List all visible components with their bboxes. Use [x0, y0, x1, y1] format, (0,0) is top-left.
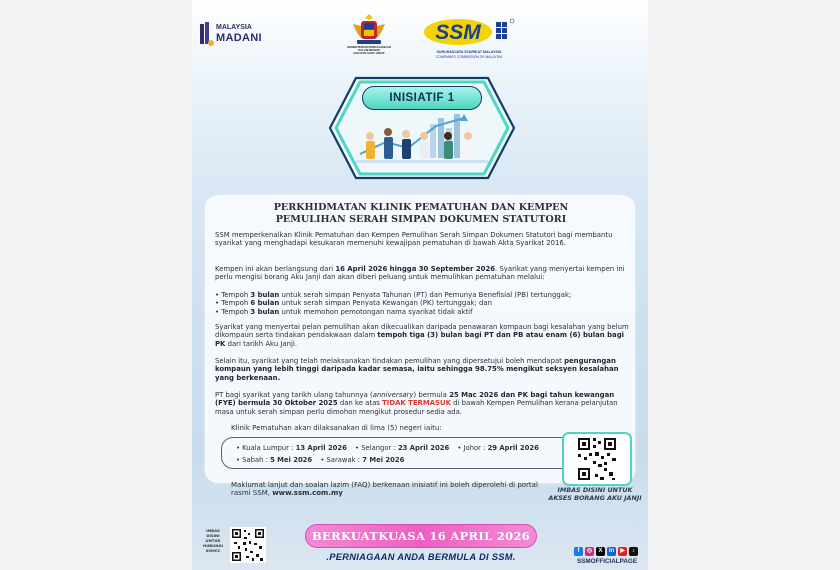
- social-handle: SSMOFFICIALPAGE: [576, 558, 638, 565]
- p5-anniversary: anniversary: [372, 391, 414, 399]
- clinic-place: • Kuala Lumpur :: [236, 444, 296, 452]
- clinic-date: 13 April 2026: [295, 444, 347, 452]
- p2-part-c: . Syarikat yang menyertai kempen ini perlu mengisi borang Aku Janji dan akan diberi peluang untuk memulihkan pematuhan melalui:: [215, 265, 625, 282]
- qr-caption: IMBAS DISINI UNTUK AKSES BORANG AKU JANJI: [548, 486, 642, 502]
- card-title-line2: PEMULIHAN SERAH SIMPAN DOKUMEN STATUTORI: [275, 213, 567, 225]
- list-item-duration: 3 bulan: [250, 291, 280, 299]
- clinic-item-sarawak: [320, 456, 404, 464]
- clinic-item-johor: [457, 444, 538, 452]
- exemption-period: tempoh tiga (3) bulan bagi PT dan PB atau enam (6) bulan bagi PK: [215, 331, 624, 348]
- exclusion-paragraph: [215, 391, 629, 416]
- clinic-item-selangor: [355, 444, 449, 452]
- clinic-date: 29 April 2026: [487, 444, 539, 452]
- ssm-name: SURUHANJAYA SYARIKAT MALAYSIA: [436, 50, 502, 54]
- initiative-banner: [326, 74, 518, 182]
- ministry-name: KEMENTERIAN PERDAGANGAN DALAM NEGERI DAN KOS SARA HIDUP: [347, 45, 391, 56]
- list-item: [215, 299, 629, 307]
- p3-part-a: Syarikat yang menyertai pelan pemulihan akan dikecualikan daripada penawaran kompaun bagi kesalahan yang belum dikompaun serta tindakan pendakwaan dalam: [215, 323, 629, 340]
- clinic-place: • Johor :: [457, 444, 488, 452]
- ssmcc-qr-code[interactable]: [230, 527, 266, 563]
- p4-part-a: Selain itu, syarikat yang telah melaksanakan tindakan pemulihan yang dipersetujui boleh mendapat: [215, 357, 565, 365]
- social-media-icons: [574, 547, 638, 556]
- p5-part-c: ) bermula: [413, 391, 450, 399]
- tiktok-icon[interactable]: ♪: [629, 547, 638, 556]
- card-title-line1: PERKHIDMATAN KLINIK PEMATUHAN DAN KEMPEN: [273, 202, 569, 213]
- slogan: .PERNIAGAAN ANDA BERMULA DI SSM.: [326, 552, 516, 562]
- not-included-label: TIDAK TERMASUK: [382, 399, 451, 408]
- effective-date-text: BERKUATKUASA 16 APRIL 2026: [312, 529, 530, 543]
- recovery-options-list: [215, 291, 629, 316]
- intro-paragraph: SSM memperkenalkan Klinik Pematuhan dan Kempen Pemulihan Serah Simpan Dokumen Statutori bagi membantu syarikat yang menghadapi kesukaran memenuhi kewajipan pematuhan di bawah Akta Syarikat 2016.: [215, 231, 613, 248]
- ssm-website-link[interactable]: www.ssm.com.my: [272, 489, 343, 498]
- clinic-place: • Sarawak :: [320, 456, 363, 464]
- youtube-icon[interactable]: ▶: [618, 547, 627, 556]
- clinic-heading: Klinik Pematuhan akan dilaksanakan di lima (5) negeri iaitu:: [231, 424, 442, 432]
- x-icon[interactable]: X: [596, 547, 605, 556]
- madani-text-bottom: MADANI: [216, 32, 262, 44]
- exemption-paragraph: [215, 323, 629, 348]
- list-item-text: untuk memohon pemotongan nama syarikat tidak aktif: [279, 307, 473, 316]
- compound-reduction-paragraph: [215, 357, 629, 382]
- madani-text-top: MALAYSIA: [216, 24, 252, 31]
- list-item: [215, 308, 629, 316]
- coat-of-arms-icon: [349, 12, 389, 46]
- ssm-logo-icon: [422, 16, 516, 50]
- clinic-date: 7 Mei 2026: [362, 456, 405, 464]
- initiative-label: INISIATIF 1: [389, 92, 455, 104]
- compound-reduction-text: pengurangan kompaun yang lebih tinggi daripada kadar semasa, iaitu sehingga 98.75% mengikut seksyen kesalahan yang berkenaan.: [215, 357, 619, 382]
- clinic-row-2: [236, 456, 410, 464]
- p5-part-a: PT bagi syarikat yang tarikh ulang tahunnya (: [215, 391, 373, 399]
- more-info-paragraph: [231, 481, 551, 498]
- card-title: [205, 202, 637, 225]
- p2-part-a: Kempen ini akan berlangsung dari: [215, 265, 336, 273]
- clinic-row-1: [236, 444, 545, 452]
- p3-part-c: dari tarikh Aku Janji.: [225, 339, 298, 348]
- info-text: Maklumat lanjut dan soalan lazim (FAQ) berkenaan inisiatif ini boleh diperolehi di portal rasmi SSM,: [231, 481, 538, 498]
- instagram-icon[interactable]: ◎: [586, 548, 593, 554]
- ssm-logo: [414, 12, 524, 62]
- clinic-item-kl: [236, 444, 347, 452]
- campaign-period-paragraph: [215, 265, 629, 282]
- clinic-item-sabah: [236, 456, 312, 464]
- list-item-text: untuk serah simpan Penyata Tahunan (PT) dan Pemunya Benefisial (PB) tertunggak;: [279, 291, 572, 299]
- campaign-dates: 16 April 2026 hingga 30 September 2026: [335, 265, 496, 273]
- malaysia-madani-logo: [200, 18, 260, 54]
- business-team-illustration: [356, 114, 488, 172]
- ssm-name-english: COMPANIES COMMISSION OF MALAYSIA: [435, 55, 503, 59]
- list-item-prefix: • Tempoh: [215, 299, 251, 308]
- clinic-date: 5 Mei 2026: [270, 456, 313, 464]
- list-item-duration: 3 bulan: [250, 307, 280, 316]
- aku-janji-qr-code[interactable]: [562, 432, 632, 486]
- list-item-duration: 6 bulan: [250, 299, 280, 308]
- list-item-prefix: • Tempoh: [215, 291, 251, 299]
- p5-part-g: di bawah Kempen Pemulihan kerana pelanjutan masa untuk serah simpan perlu dimohon mengikut prosedur sedia ada.: [215, 399, 618, 416]
- ssm-logo-text: SSM: [435, 21, 481, 44]
- ministry-crest: [345, 12, 393, 62]
- header-logos: [192, 12, 648, 62]
- ssmcc-qr-caption: IMBAS DISINI UNTUK HUBUNGI SSMCC: [203, 528, 223, 553]
- madani-mark-icon: [200, 22, 214, 48]
- initiative-title: [362, 86, 482, 110]
- p5-part-e: dan ke atas: [337, 399, 383, 408]
- p5-dates: 25 Mac 2026 dan PK bagi tahun kewangan (FYE) bermula 30 Oktober 2025: [215, 391, 615, 408]
- linkedin-icon[interactable]: in: [608, 548, 615, 554]
- list-item-text: untuk serah simpan Penyata Kewangan (PK) tertunggak; dan: [279, 299, 492, 308]
- clinic-date: 23 April 2026: [397, 444, 450, 452]
- effective-date-badge: [305, 524, 537, 548]
- list-item-prefix: • Tempoh: [215, 307, 251, 316]
- clinic-place: • Selangor :: [355, 444, 398, 452]
- clinic-schedule-box: [221, 437, 573, 469]
- facebook-icon[interactable]: f: [574, 547, 583, 556]
- clinic-place: • Sabah :: [236, 456, 271, 464]
- list-item: [215, 291, 629, 299]
